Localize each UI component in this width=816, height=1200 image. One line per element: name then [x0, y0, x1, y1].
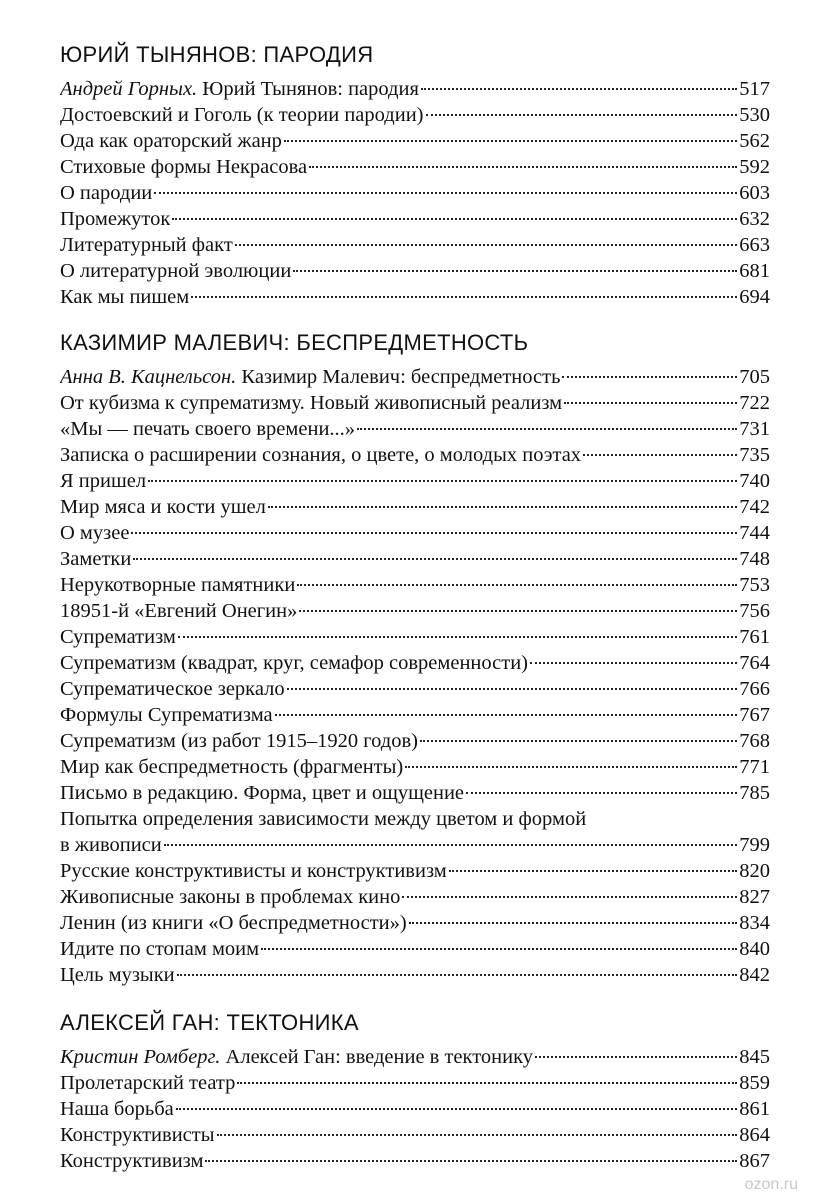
page-number: 842 — [739, 964, 770, 986]
dot-leader — [466, 792, 737, 794]
toc-entry — [60, 884, 770, 910]
toc-entry — [60, 624, 770, 650]
toc-entry — [60, 572, 770, 598]
dot-leader — [309, 166, 737, 168]
entry-title — [60, 780, 464, 806]
toc-entry — [60, 284, 770, 310]
toc-entry — [60, 1044, 770, 1070]
entry-title-text: О музее — [60, 522, 130, 544]
entry-title — [60, 206, 170, 232]
entry-title-text: Супрематизм — [60, 626, 176, 648]
toc-entry — [60, 780, 770, 806]
dot-leader — [583, 454, 737, 456]
entry-title — [60, 102, 424, 128]
page-number: 799 — [739, 834, 770, 856]
page-number: 859 — [739, 1072, 770, 1094]
entry-title-text: О литературной эволюции — [60, 260, 292, 282]
dot-leader — [176, 1108, 738, 1110]
page-number: 731 — [739, 418, 770, 440]
page-number: 761 — [739, 626, 770, 648]
dot-leader — [426, 114, 738, 116]
entry-title — [60, 284, 189, 310]
toc-entry — [60, 806, 770, 858]
page-number: 722 — [739, 392, 770, 414]
section-title: ЮРИЙ ТЫНЯНОВ: ПАРОДИЯ — [60, 42, 374, 67]
toc-entry — [60, 494, 770, 520]
entry-title — [60, 650, 528, 676]
toc-entry — [60, 754, 770, 780]
entry-title — [60, 728, 418, 754]
entry-title-text: Казимир Малевич: беспредметность — [241, 366, 561, 388]
page-number: 694 — [739, 286, 770, 308]
dot-leader — [405, 766, 737, 768]
page-number: 827 — [739, 886, 770, 908]
entry-title-text: Мир мяса и кости ушел — [60, 496, 266, 518]
entry-author: Андрей Горных. — [60, 78, 198, 100]
entry-title-text: Наша борьба — [60, 1098, 174, 1120]
entry-title — [60, 546, 131, 572]
entry-title — [60, 832, 162, 858]
page-number: 820 — [739, 860, 770, 882]
entry-title — [60, 468, 146, 494]
toc-entry — [60, 468, 770, 494]
entry-title-text: Я пришел — [60, 470, 147, 492]
page-number: 785 — [739, 782, 770, 804]
toc-entry — [60, 1148, 770, 1174]
entry-title-text: 18951-й «Евгений Онегин» — [60, 600, 298, 622]
entry-title — [60, 180, 152, 206]
toc-entry — [60, 650, 770, 676]
entry-title — [60, 1148, 203, 1174]
page-number: 756 — [739, 600, 770, 622]
page-number: 840 — [739, 938, 770, 960]
page-number: 748 — [739, 548, 770, 570]
entry-title-text: Заметки — [60, 548, 132, 570]
toc-entry — [60, 416, 770, 442]
page-number: 764 — [739, 652, 770, 674]
toc-entry — [60, 128, 770, 154]
page-number: 705 — [739, 366, 770, 388]
dot-leader — [205, 1160, 737, 1162]
entry-title — [60, 884, 400, 910]
dot-leader — [235, 244, 737, 246]
entry-title-line2 — [60, 832, 770, 858]
entry-title — [60, 1044, 533, 1070]
entry-title-text: Конструктивизм — [60, 1150, 204, 1172]
toc-entry — [60, 390, 770, 416]
toc-entry — [60, 702, 770, 728]
watermark: ozon.ru — [744, 1176, 798, 1193]
dot-leader — [530, 662, 737, 664]
page-number: 592 — [739, 156, 770, 178]
entry-title-text: Литературный факт — [60, 234, 233, 256]
entry-title-text: Нерукотворные памятники — [60, 574, 296, 596]
entry-title — [60, 1096, 174, 1122]
page-number: 864 — [739, 1124, 770, 1146]
entry-title-text: Письмо в редакцию. Форма, цвет и ощущение — [60, 782, 465, 804]
entry-title — [60, 128, 282, 154]
dot-leader — [133, 558, 737, 560]
dot-leader — [535, 1056, 737, 1058]
toc-entry — [60, 364, 770, 390]
dot-leader — [178, 636, 737, 638]
toc-entry — [60, 1122, 770, 1148]
dot-leader — [148, 480, 737, 482]
entry-title-text: Стиховые формы Некрасова — [60, 156, 308, 178]
dot-leader — [421, 88, 737, 90]
entry-title-text: О пародии — [60, 182, 153, 204]
dot-leader — [191, 296, 737, 298]
page-number: 867 — [739, 1150, 770, 1172]
dot-leader — [268, 506, 737, 508]
entry-title-text: «Мы — печать своего времени...» — [60, 418, 356, 440]
dot-leader — [217, 1134, 738, 1136]
page-number: 735 — [739, 444, 770, 466]
toc-entry — [60, 728, 770, 754]
page-number: 834 — [739, 912, 770, 934]
toc-entry — [60, 1096, 770, 1122]
entry-title — [60, 258, 291, 284]
dot-leader — [420, 740, 737, 742]
dot-leader — [357, 428, 737, 430]
entry-title — [60, 962, 175, 988]
dot-leader — [172, 218, 737, 220]
dot-leader — [284, 140, 737, 142]
page-number: 681 — [739, 260, 770, 282]
page-number: 771 — [739, 756, 770, 778]
toc-entry — [60, 962, 770, 988]
toc-entry — [60, 858, 770, 884]
entry-title-text: Пролетарский театр — [60, 1072, 236, 1094]
toc-entry — [60, 520, 770, 546]
entry-title-text: Супрематическое зеркало — [60, 678, 285, 700]
entry-title-text: в живописи — [60, 834, 162, 856]
toc-entry — [60, 154, 770, 180]
toc-entry — [60, 180, 770, 206]
toc-entry — [60, 936, 770, 962]
dot-leader — [261, 948, 737, 950]
entry-title-text: Русские конструктивисты и конструктивизм — [60, 860, 447, 882]
dot-leader — [287, 688, 738, 690]
toc-section-malevich — [60, 328, 770, 988]
section-title: АЛЕКСЕЙ ГАН: ТЕКТОНИКА — [60, 1010, 359, 1035]
page-number: 632 — [739, 208, 770, 230]
dot-leader — [154, 192, 737, 194]
dot-leader — [164, 844, 738, 846]
entry-title-text: Супрематизм (из работ 1915–1920 годов) — [60, 730, 418, 752]
entry-title-text: Ленин (из книги «О беспредметности») — [60, 912, 407, 934]
entry-title — [60, 572, 295, 598]
dot-leader — [177, 974, 738, 976]
entry-title — [60, 520, 129, 546]
entry-title — [60, 442, 581, 468]
section-title: КАЗИМИР МАЛЕВИЧ: БЕСПРЕДМЕТНОСТЬ — [60, 330, 529, 355]
entry-title — [60, 1070, 235, 1096]
entry-title-text: Алексей Ган: введение в тектонику — [225, 1046, 534, 1068]
entry-title — [60, 390, 562, 416]
page-number: 603 — [739, 182, 770, 204]
entry-title — [60, 1122, 215, 1148]
entry-title-text: Как мы пишем — [60, 286, 190, 308]
entry-title — [60, 702, 273, 728]
entry-title — [60, 154, 307, 180]
page-number: 744 — [739, 522, 770, 544]
entry-title — [60, 624, 176, 650]
entry-title — [60, 232, 233, 258]
toc-section-tynyanov — [60, 40, 770, 310]
toc-entry — [60, 1070, 770, 1096]
entry-title-text: Идите по стопам моим — [60, 938, 260, 960]
toc-entry — [60, 232, 770, 258]
page-number: 530 — [739, 104, 770, 126]
toc-entry — [60, 206, 770, 232]
entry-title-text: Мир как беспредметность (фрагменты) — [60, 756, 404, 778]
dot-leader — [402, 896, 737, 898]
dot-leader — [449, 870, 738, 872]
page-number: 517 — [739, 78, 770, 100]
dot-leader — [131, 532, 737, 534]
dot-leader — [564, 402, 737, 404]
dot-leader — [237, 1082, 737, 1084]
dot-leader — [299, 610, 737, 612]
entry-title-text: Достоевский и Гоголь (к теории пародии) — [60, 104, 424, 126]
entry-author: Кристин Ромберг. — [60, 1046, 221, 1068]
entry-title-text: Цель музыки — [60, 964, 175, 986]
page-number: 767 — [739, 704, 770, 726]
dot-leader — [297, 584, 737, 586]
entry-title — [60, 676, 285, 702]
dot-leader — [409, 922, 738, 924]
toc-entry — [60, 546, 770, 572]
entry-title-text: Конструктивисты — [60, 1124, 215, 1146]
toc-entry — [60, 598, 770, 624]
page-number: 753 — [739, 574, 770, 596]
entry-title-text: От кубизма к супрематизму. Новый живописный реализм — [60, 392, 563, 414]
page-number: 845 — [739, 1046, 770, 1068]
page-number: 766 — [739, 678, 770, 700]
entry-title-line1: Попытка определения зависимости между цветом и формой — [60, 808, 587, 830]
entry-list — [60, 1044, 770, 1174]
entry-title-text: Промежуток — [60, 208, 171, 230]
page-number: 861 — [739, 1098, 770, 1120]
toc-entry — [60, 676, 770, 702]
entry-title — [60, 936, 259, 962]
entry-title — [60, 364, 560, 390]
page-number: 742 — [739, 496, 770, 518]
entry-author: Анна В. Кацнельсон. — [60, 366, 237, 388]
entry-title — [60, 494, 266, 520]
dot-leader — [293, 270, 737, 272]
toc-entry — [60, 102, 770, 128]
entry-title — [60, 416, 355, 442]
page-number: 562 — [739, 130, 770, 152]
entry-list — [60, 76, 770, 310]
entry-list — [60, 364, 770, 988]
entry-title-text: Юрий Тынянов: пародия — [202, 78, 419, 100]
page-number: 740 — [739, 470, 770, 492]
entry-title — [60, 598, 297, 624]
entry-title-text: Супрематизм (квадрат, круг, семафор современности) — [60, 652, 529, 674]
page-number: 768 — [739, 730, 770, 752]
dot-leader — [275, 714, 738, 716]
entry-title-text: Ода как ораторский жанр — [60, 130, 282, 152]
dot-leader — [562, 376, 737, 378]
toc-entry — [60, 258, 770, 284]
entry-title — [60, 910, 407, 936]
toc-entry — [60, 76, 770, 102]
entry-title — [60, 76, 419, 102]
entry-title-text: Живописные законы в проблемах кино — [60, 886, 401, 908]
toc-entry — [60, 910, 770, 936]
toc-entry — [60, 442, 770, 468]
page-number: 663 — [739, 234, 770, 256]
toc-section-gan — [60, 1008, 770, 1174]
entry-title — [60, 858, 447, 884]
entry-title-text: Формулы Супрематизма — [60, 704, 273, 726]
entry-title — [60, 754, 403, 780]
entry-title-text: Записка о расширении сознания, о цвете, о молодых поэтах — [60, 444, 582, 466]
